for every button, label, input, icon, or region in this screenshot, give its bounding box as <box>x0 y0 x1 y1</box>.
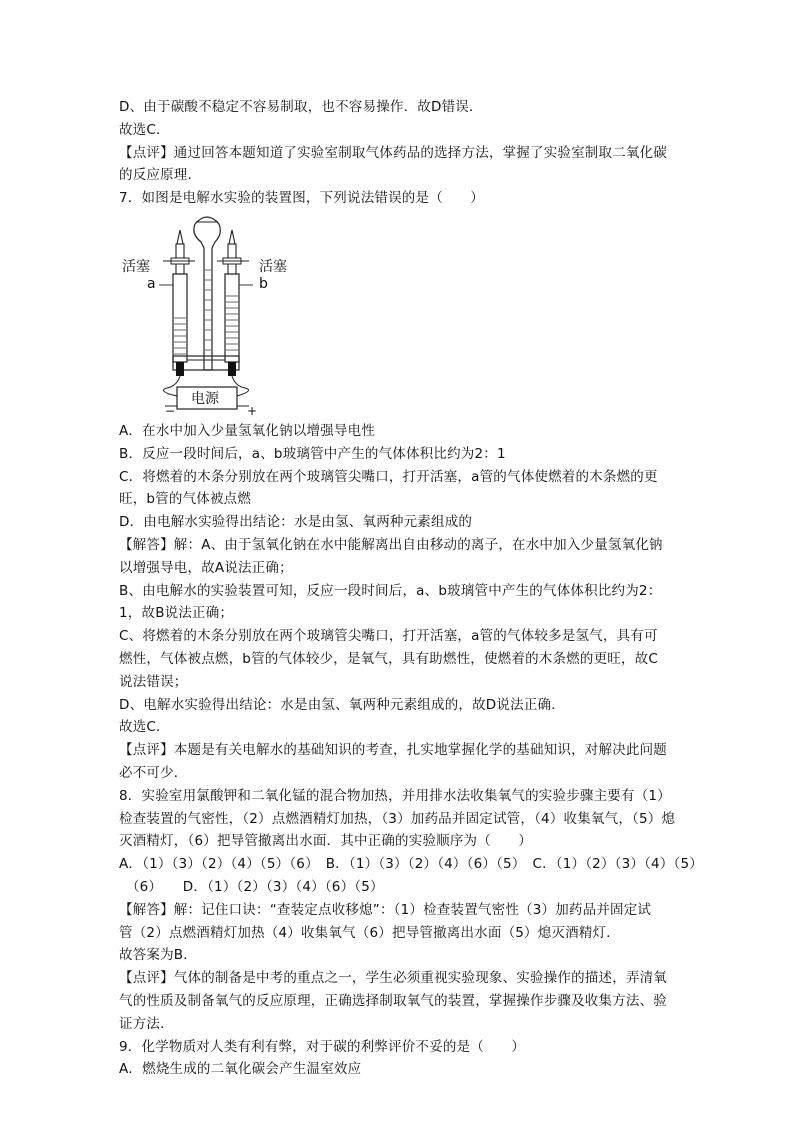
document-page <box>119 96 703 1081</box>
tube-b-label: b <box>259 275 268 292</box>
question-9-stem: 9．化学物质对人类有利有弊，对于碳的利弊评价不妥的是（ ） <box>119 1038 526 1055</box>
text-line: 故答案为B． <box>119 947 197 964</box>
question-8-stem: 8．实验室用氯酸钾和二氧化锰的混合物加热，并用排水法收集氧气的实验步骤主要有（1） <box>119 787 671 804</box>
text-line: 旺，b管的气体被点燃 <box>119 491 252 508</box>
text-line: 灭酒精灯，（6）把导管撤离出水面．其中正确的实验顺序为（ ） <box>119 833 533 850</box>
right-valve-label: 活塞 <box>259 258 287 275</box>
text-line: 【解答】解：记住口诀：“查装定点收移熄”：（1）检查装置气密性（3）加药品并固定试 <box>119 901 652 918</box>
lines-bottom <box>119 420 703 1081</box>
text-line: 管（2）点燃酒精灯加热（4）收集氧气（6）把导管撤离出水面（5）熄灭酒精灯． <box>119 924 620 941</box>
electrolysis-apparatus-figure <box>119 210 299 420</box>
text-line: 以增强导电，故A说法正确； <box>119 559 293 576</box>
text-line: 必不可少． <box>119 764 188 781</box>
text-line: 【解答】解：A、由于氢氧化钠在水中能解离出自由移动的离子，在水中加入少量氢氧化钠 <box>119 536 663 553</box>
question-7-stem: 7．如图是电解水实验的装置图，下列说法错误的是（ ） <box>119 190 484 207</box>
option-a: A．燃烧生成的二氧化碳会产生温室效应 <box>119 1061 362 1078</box>
text-line: （6） D．（1）（2）（3）（4）（6）（5） <box>119 878 384 895</box>
positive-terminal-sign: + <box>247 403 258 418</box>
text-line: 气的性质及制备氧气的反应原理，正确选择制取氧气的装置，掌握操作步骤及收集方法、验 <box>119 992 667 1009</box>
negative-terminal-sign: − <box>165 403 176 418</box>
text-line: 故选C． <box>119 121 170 138</box>
tube-a-label: a <box>147 275 156 292</box>
text-line: 【点评】本题是有关电解水的基础知识的考查，扎实地掌握化学的基础知识，对解决此问题 <box>119 742 667 759</box>
text-line: 的反应原理． <box>119 167 202 184</box>
text-line: 燃性，气体被点燃，b管的气体较少，是氧气，具有助燃性，使燃着的木条燃的更旺，故C <box>119 650 658 667</box>
text-line: B、由电解水的实验装置可知，反应一段时间后，a、b玻璃管中产生的气体体积比约为2： <box>119 582 662 599</box>
text-line: 【点评】通过回答本题知道了实验室制取气体药品的选择方法，掌握了实验室制取二氧化碳 <box>119 144 667 161</box>
lines-top <box>119 96 679 210</box>
power-source-label: 电源 <box>191 390 219 407</box>
left-valve-label: 活塞 <box>122 258 150 275</box>
option-a: A．在水中加入少量氢氧化钠以增强导电性 <box>119 422 376 439</box>
text-line: D、电解水实验得出结论：水是由氢、氧两种元素组成的，故D说法正确． <box>119 696 565 713</box>
text-line: C、将燃着的木条分别放在两个玻璃管尖嘴口，打开活塞，a管的气体较多是氢气，具有可 <box>119 628 658 645</box>
text-line: 1，故B说法正确； <box>119 605 234 622</box>
option-c: C．将燃着的木条分别放在两个玻璃管尖嘴口，打开活塞，a管的气体使燃着的木条燃的更 <box>119 468 658 485</box>
text-line: D、由于碳酸不稳定不容易制取，也不容易操作．故D错误． <box>119 99 483 115</box>
text-line: 证方法． <box>119 1015 174 1032</box>
text-line: 检查装置的气密性，（2）点燃酒精灯加热，（3）加药品并固定试管，（4）收集氧气，（5）熄 <box>119 810 676 827</box>
option-b: B．反应一段时间后，a、b玻璃管中产生的气体体积比约为2：1 <box>119 445 506 462</box>
option-d: D．由电解水实验得出结论：水是由氢、氧两种元素组成的 <box>119 514 473 531</box>
text-line: 说法错误； <box>119 673 188 690</box>
text-line: 故选C． <box>119 719 170 736</box>
question-8-options: A．（1）（3）（2）（4）（5）（6） B．（1）（3）（2）（4）（6）（5） C．（1）（2）（3）（4）（5） <box>119 856 703 873</box>
text-line: 【点评】气体的制备是中考的重点之一，学生必须重视实验现象、实验操作的描述，弄清氧 <box>119 970 667 987</box>
